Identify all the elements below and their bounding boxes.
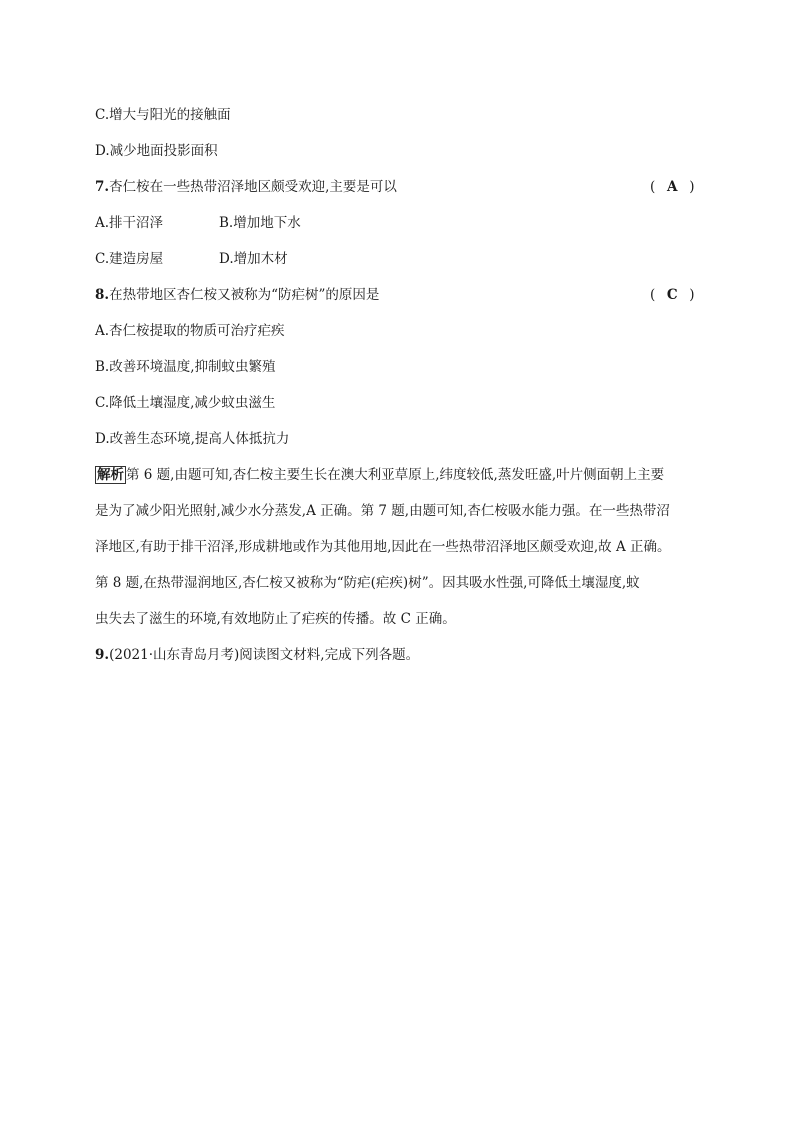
question-7-option-a: A.排干沼泽 [95, 215, 164, 231]
q6-option-c: C.增大与阳光的接触面 [95, 107, 231, 123]
analysis-line-1: 解析 第 6 题,由题可知,杏仁桉主要生长在澳大利亚草原上,纬度较低,蒸发旺盛,叶片侧面朝上主要 [97, 467, 665, 483]
question-8-answer-letter: C [666, 287, 678, 303]
question-7-option-d: D.增加木材 [219, 251, 288, 267]
analysis-tag: 解析 [97, 467, 124, 483]
question-7-answer: ( A ) [650, 179, 695, 195]
analysis-line-4: 第 8 题,在热带湿润地区,杏仁桉又被称为“防疟(疟疾)树”。因其吸水性强,可降低土壤湿度,蚊 [95, 575, 640, 591]
analysis-line-2: 是为了减少阳光照射,减少水分蒸发,A 正确。第 7 题,由题可知,杏仁桉吸水能力强。在一些热带沼 [95, 503, 670, 519]
question-7-answer-letter: A [667, 179, 678, 195]
question-8-answer: ( C ) [650, 287, 695, 303]
question-8-stem: 在热带地区杏仁桉又被称为“防疟树”的原因是 [109, 287, 380, 303]
question-7-option-b: B.增加地下水 [219, 215, 301, 231]
question-7-options-cd [95, 250, 288, 268]
question-8-option-c: C.降低土壤湿度,减少蚊虫滋生 [95, 395, 276, 411]
question-8-option-d: D.改善生态环境,提高人体抵抗力 [95, 431, 290, 447]
question-7-options-ab [95, 214, 301, 232]
question-7-number: 7. [95, 179, 110, 195]
analysis-line-5: 虫失去了滋生的环境,有效地防止了疟疾的传播。故 C 正确。 [95, 611, 456, 627]
q6-option-d: D.减少地面投影面积 [95, 143, 218, 159]
question-7-option-c: C.建造房屋 [95, 251, 164, 267]
question-9-number: 9. [95, 647, 110, 663]
question-8-option-b: B.改善环境温度,抑制蚊虫繁殖 [95, 359, 276, 375]
question-8 [95, 286, 379, 304]
question-8-number: 8. [95, 287, 110, 303]
analysis-line-3: 泽地区,有助于排干沼泽,形成耕地或作为其他用地,因此在一些热带沼泽地区颇受欢迎,故 A 正确。 [95, 539, 671, 555]
question-9 [95, 646, 419, 664]
question-8-option-a: A.杏仁桉提取的物质可治疗疟疾 [95, 323, 285, 339]
question-9-text: (2021·山东青岛月考)阅读图文材料,完成下列各题。 [109, 647, 420, 663]
question-7 [95, 178, 397, 196]
question-7-stem: 杏仁桉在一些热带沼泽地区颇受欢迎,主要是可以 [109, 179, 397, 195]
